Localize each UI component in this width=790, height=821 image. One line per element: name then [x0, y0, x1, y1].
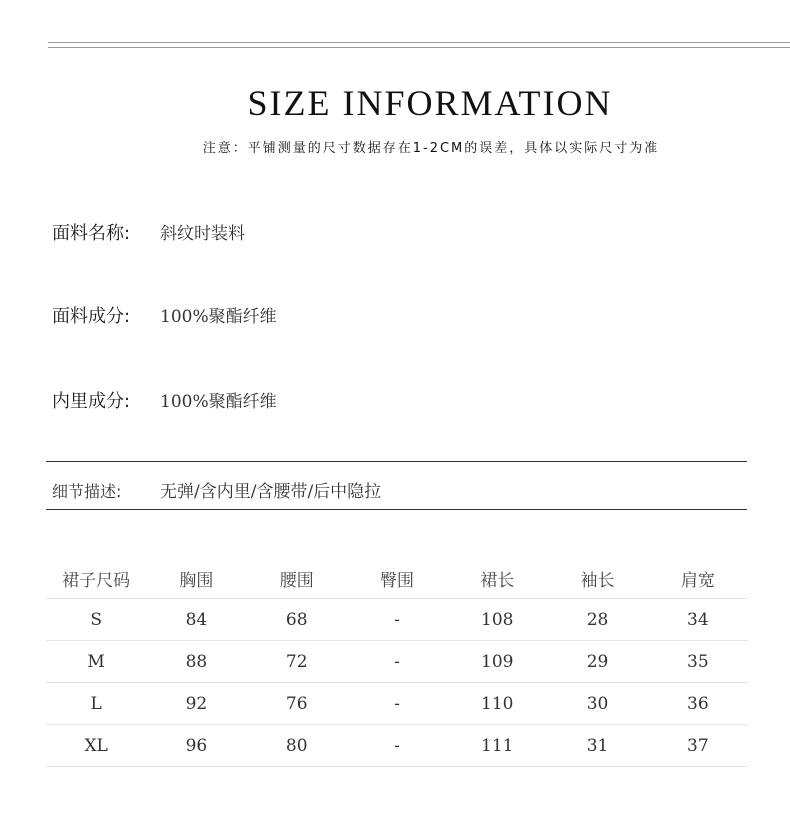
details-top-divider	[46, 461, 747, 462]
page-title: SIZE INFORMATION	[247, 83, 613, 123]
size-cell: L	[46, 683, 146, 725]
shoulder-width-cell: 35	[648, 641, 748, 683]
shoulder-width-cell: 37	[648, 725, 748, 767]
column-header-sleeve-length: 袖长	[547, 558, 647, 599]
fabric-name-row	[52, 219, 245, 245]
details-label: 细节描述:	[52, 482, 122, 501]
size-cell: S	[46, 599, 146, 641]
sleeve-length-cell: 30	[547, 683, 647, 725]
sleeve-length-cell: 28	[547, 599, 647, 641]
column-header-waist: 腰围	[247, 558, 347, 599]
bust-cell: 92	[146, 683, 246, 725]
bust-cell: 84	[146, 599, 246, 641]
fabric-composition-label: 面料成分:	[52, 306, 131, 327]
hip-cell: -	[347, 599, 447, 641]
table-row	[46, 641, 748, 683]
lining-composition-value: 100%聚酯纤维	[160, 392, 277, 412]
skirt-length-cell: 108	[447, 599, 547, 641]
fabric-composition-value: 100%聚酯纤维	[160, 307, 277, 327]
column-header-bust: 胸围	[146, 558, 246, 599]
sleeve-length-cell: 31	[547, 725, 647, 767]
shoulder-width-cell: 36	[648, 683, 748, 725]
hip-cell: -	[347, 641, 447, 683]
column-header-hip: 臀围	[347, 558, 447, 599]
sleeve-length-cell: 29	[547, 641, 647, 683]
column-header-shoulder-width: 肩宽	[648, 558, 748, 599]
shoulder-width-cell: 34	[648, 599, 748, 641]
top-divider-line-secondary	[48, 47, 790, 48]
lining-composition-label: 内里成分:	[52, 391, 131, 412]
lining-composition-row	[52, 387, 277, 413]
column-header-size: 裙子尺码	[46, 558, 146, 599]
column-header-skirt-length: 裙长	[447, 558, 547, 599]
table-row	[46, 725, 748, 767]
table-row	[46, 599, 748, 641]
skirt-length-cell: 110	[447, 683, 547, 725]
skirt-length-cell: 109	[447, 641, 547, 683]
skirt-length-cell: 111	[447, 725, 547, 767]
top-divider-line	[48, 42, 790, 43]
fabric-name-value: 斜纹时装料	[160, 224, 245, 244]
waist-cell: 68	[247, 599, 347, 641]
fabric-name-label: 面料名称:	[52, 223, 131, 244]
waist-cell: 76	[247, 683, 347, 725]
size-table	[46, 558, 748, 767]
measurement-note: 注意：平铺测量的尺寸数据存在1-2CM的误差，具体以实际尺寸为准	[202, 141, 660, 156]
bust-cell: 88	[146, 641, 246, 683]
details-value: 无弹/含内里/含腰带/后中隐拉	[160, 482, 382, 502]
size-cell: M	[46, 641, 146, 683]
table-row	[46, 683, 748, 725]
hip-cell: -	[347, 683, 447, 725]
size-table-header-row	[46, 558, 748, 599]
size-cell: XL	[46, 725, 146, 767]
waist-cell: 72	[247, 641, 347, 683]
hip-cell: -	[347, 725, 447, 767]
bust-cell: 96	[146, 725, 246, 767]
details-row	[52, 477, 381, 502]
waist-cell: 80	[247, 725, 347, 767]
fabric-composition-row	[52, 302, 277, 328]
details-bottom-divider	[46, 509, 747, 510]
